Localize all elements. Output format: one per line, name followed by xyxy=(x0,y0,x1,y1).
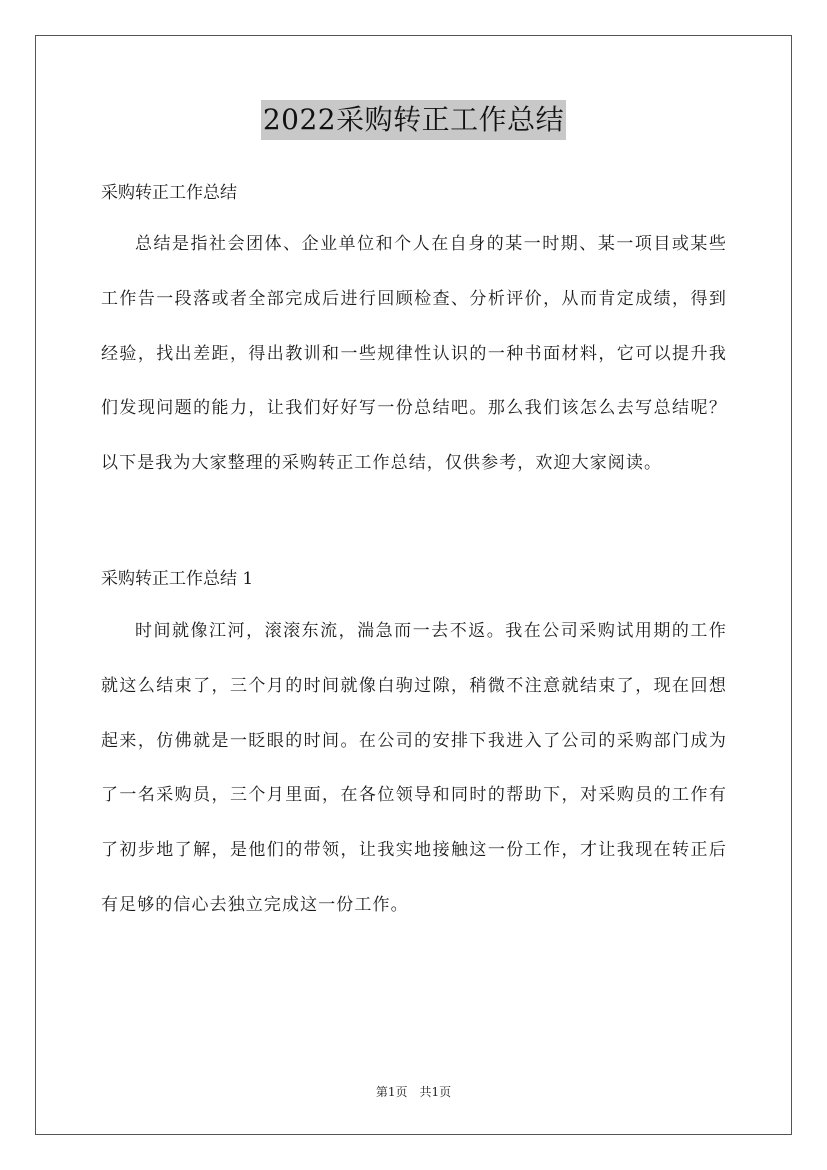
section-1-paragraph: 时间就像江河，滚滚东流，湍急而一去不返。我在公司采购试用期的工作就这么结束了，三个月的时间就像白驹过隙，稍微不注意就结束了，现在回想起来，仿佛就是一眨眼的时间。在公司的安排下我进入了公司的采购部门成为了一名采购员，三个月里面，在各位领导和同时的帮助下，对采购员的工作有了初步地了解，是他们的带领，让我实地接触这一份工作，才让我现在转正后有足够的信心去独立完成这一份工作。 xyxy=(101,620,727,915)
document-body xyxy=(101,175,727,933)
page-footer: 第1页 共1页 xyxy=(375,1085,452,1099)
title-container xyxy=(0,100,827,140)
section-heading-1: 采购转正工作总结 1 xyxy=(101,568,254,589)
document-title: 2022采购转正工作总结 xyxy=(261,100,566,140)
intro-paragraph: 总结是指社会团体、企业单位和个人在自身的某一时期、某一项目或某些工作告一段落或者全部完成后进行回顾检查、分析评价，从而肯定成绩，得到经验，找出差距，得出教训和一些规律性认识的一种书面材料，它可以提升我们发现问题的能力，让我们好好写一份总结吧。那么我们该怎么去写总结呢？以下是我为大家整理的采购转正工作总结，仅供参考，欢迎大家阅读。 xyxy=(101,234,727,474)
section-heading-intro: 采购转正工作总结 xyxy=(101,183,237,203)
